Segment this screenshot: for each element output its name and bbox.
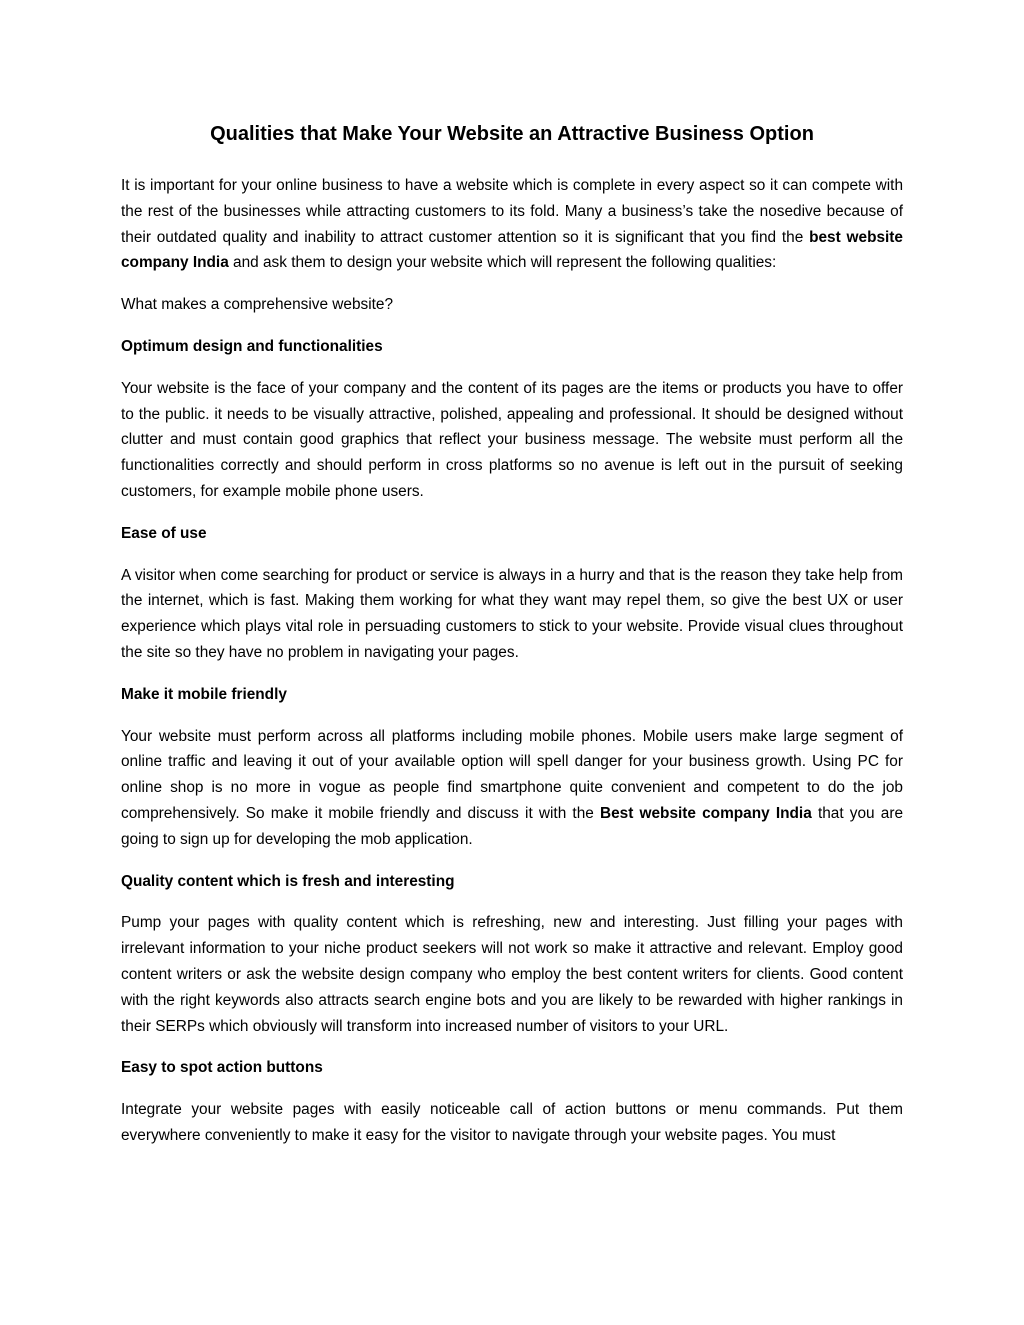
- section-text-action-buttons: Integrate your website pages with easily noticeable call of action buttons or menu commands. Put them everywhere conveniently to make it easy for the visitor to navigate through your website pages. You must: [121, 1101, 903, 1144]
- section-text-mobile: [121, 724, 903, 853]
- section-text-content: Pump your pages with quality content which is refreshing, new and interesting. Just filling your pages with irrelevant information to your niche product seekers will not work so make it attractive and relevant. Employ good content writers or ask the website design company who employ the best content writers for clients. Good content with the right keywords also attracts search engine bots and you are likely to be rewarded with higher rankings in their SERPs which obviously will transform into increased number of visitors to your URL.: [121, 914, 903, 1035]
- section-heading-action-buttons: Easy to spot action buttons: [121, 1059, 323, 1077]
- section-text-design: Your website is the face of your company and the content of its pages are the items or products you have to offer to the public. it needs to be visually attractive, polished, appealing and professional. It should be designed without clutter and must contain good graphics that reflect your business message. The website must perform all the functionalities correctly and should perform in cross platforms so no avenue is left out in the pursuit of seeking customers, for example mobile phone users.: [121, 379, 903, 500]
- mobile-bold-phrase: Best website company India: [599, 804, 812, 822]
- section-heading-content: Quality content which is fresh and interesting: [121, 872, 455, 890]
- section-text-ease-of-use: A visitor when come searching for product or service is always in a hurry and that is the reason they take help from the internet, which is fast. Making them working for what they want may repel them, so give the best UX or user experience which plays vital role in persuading customers to stick to your website. Provide visual clues throughout the site so they have no problem in navigating your pages.: [121, 566, 903, 661]
- intro-text-end: and ask them to design your website which will represent the following qualities:: [228, 254, 777, 272]
- intro-bold-phrase: best website company India: [121, 228, 903, 272]
- section-heading-ease-of-use: Ease of use: [121, 524, 207, 542]
- mobile-text-end: that you are going to sign up for developing the mob application.: [121, 804, 904, 848]
- section-heading-design: Optimum design and functionalities: [121, 337, 383, 355]
- document-title: Qualities that Make Your Website an Attractive Business Option: [210, 123, 814, 145]
- intro-text-start: It is important for your online business to have a website which is complete in every aspect so it can compete with the rest of the businesses while attracting customers to its fold. Many a business’s take the nosedive because of their outdated quality and inability to attract customer attention so it is significant that you find the: [121, 177, 903, 246]
- question-line: What makes a comprehensive website?: [121, 296, 394, 314]
- document-page: [121, 118, 903, 1165]
- intro-paragraph: [121, 173, 903, 276]
- section-heading-mobile: Make it mobile friendly: [121, 685, 287, 703]
- mobile-text-start: Your website must perform across all platforms including mobile phones. Mobile users make large segment of online traffic and leaving it out of your available option will spell danger for your business growth. Using PC for online shop is no more in vogue as people find smartphone quite convenient and competent to do the job comprehensively. So make it mobile friendly and discuss it with the: [121, 727, 903, 822]
